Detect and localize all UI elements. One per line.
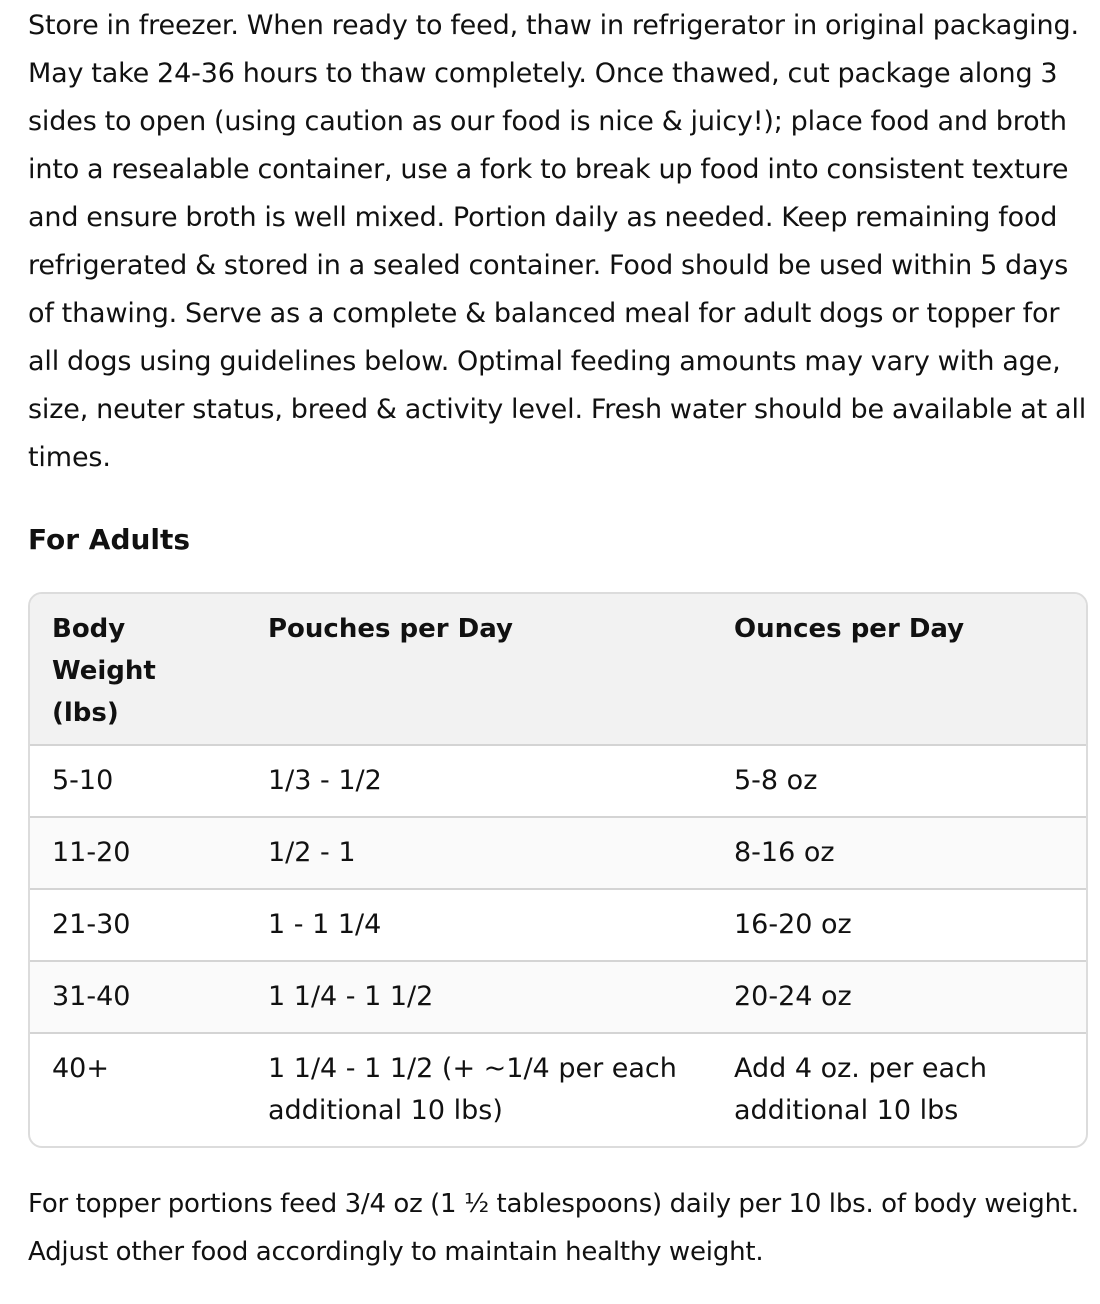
cell-pouches: 1 - 1 1/4 <box>246 889 712 961</box>
cell-ounces: 8-16 oz <box>712 817 1086 889</box>
table-row <box>30 817 1086 889</box>
cell-weight: 31-40 <box>30 961 246 1033</box>
cell-ounces: 16-20 oz <box>712 889 1086 961</box>
cell-weight: 40+ <box>30 1033 246 1146</box>
table-header-row <box>30 594 1086 745</box>
cell-pouches: 1 1/4 - 1 1/2 <box>246 961 712 1033</box>
cell-pouches: 1/2 - 1 <box>246 817 712 889</box>
header-pouches-per-day: Pouches per Day <box>246 594 712 745</box>
storage-instructions: Store in freezer. When ready to feed, thaw in refrigerator in original packaging. May take 24-36 hours to thaw completely. Once thawed, cut package along 3 sides to open (using caution as our food is nice & juicy!); place food and broth into a resealable container, use a fork to break up food into consistent texture and ensure broth is well mixed. Portion daily as needed. Keep remaining food refrigerated & stored in a sealed container. Food should be used within 5 days of thawing. Serve as a complete & balanced meal for adult dogs or topper for all dogs using guidelines below. Optimal feeding amounts may vary with age, size, neuter status, breed & activity level. Fresh water should be available at all times. <box>28 10 1087 473</box>
table-row <box>30 745 1086 817</box>
topper-instructions: For topper portions feed 3/4 oz (1 ½ tablespoons) daily per 10 lbs. of body weight. Adjust other food accordingly to maintain healthy weight. <box>28 1189 1079 1267</box>
cell-ounces: 20-24 oz <box>712 961 1086 1033</box>
table-row <box>30 889 1086 961</box>
table-row <box>30 961 1086 1033</box>
feeding-table-container <box>28 592 1088 1148</box>
cell-pouches: 1/3 - 1/2 <box>246 745 712 817</box>
feeding-table <box>30 594 1086 1146</box>
header-body-weight: Body Weight (lbs) <box>30 594 246 745</box>
header-ounces-per-day: Ounces per Day <box>712 594 1086 745</box>
cell-weight: 11-20 <box>30 817 246 889</box>
cell-weight: 5-10 <box>30 745 246 817</box>
table-row <box>30 1033 1086 1146</box>
cell-weight: 21-30 <box>30 889 246 961</box>
adults-heading: For Adults <box>28 523 191 556</box>
cell-ounces: 5-8 oz <box>712 745 1086 817</box>
cell-pouches: 1 1/4 - 1 1/2 (+ ~1/4 per each additional 10 lbs) <box>246 1033 712 1146</box>
cell-ounces: Add 4 oz. per each additional 10 lbs <box>712 1033 1086 1146</box>
